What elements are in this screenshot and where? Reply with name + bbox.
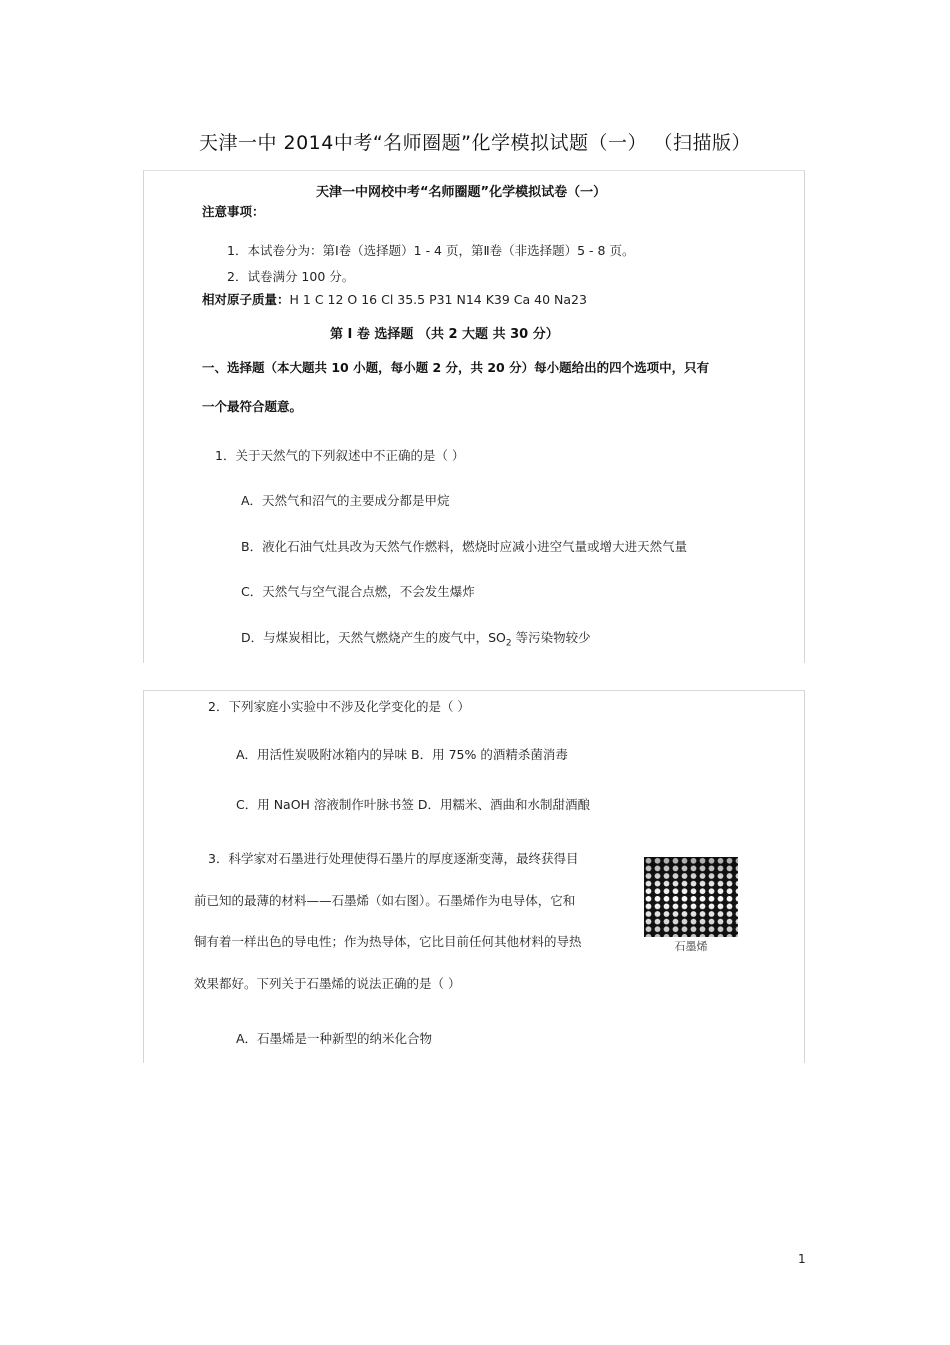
atomic-mass-line xyxy=(202,290,587,308)
section-title: 第 Ⅰ 卷 选择题 （共 2 大题 共 30 分） xyxy=(330,327,559,342)
question-1-stem: 1．关于天然气的下列叙述中不正确的是（ ） xyxy=(215,448,465,463)
scanned-page-part-1 xyxy=(143,170,805,663)
option-d-text-end: 等污染物较少 xyxy=(511,630,591,645)
question-3-line-2: 前已知的最薄的材料——石墨烯（如右图）。石墨烯作为电导体，它和 xyxy=(194,893,576,908)
notice-label: 注意事项： xyxy=(202,204,265,219)
document-title: 天津一中 2014中考“名师圈题”化学模拟试题（一） （扫描版） xyxy=(198,132,752,154)
part1-instructions-line1: 一、选择题（本大题共 10 小题，每小题 2 分，共 20 分）每小题给出的四个选项中，只有 xyxy=(202,360,710,375)
notice-item-1: 1．本试卷分为：第Ⅰ卷（选择题）1 - 4 页，第Ⅱ卷（非选择题）5 - 8 页。 xyxy=(227,243,635,258)
question-1-option-c: C．天然气与空气混合点燃，不会发生爆炸 xyxy=(241,584,475,599)
part1-instructions-line2: 一个最符合题意。 xyxy=(202,399,303,414)
question-1-option-b: B．液化石油气灶具改为天然气作燃料，燃烧时应减小进空气量或增大进天然气量 xyxy=(241,539,688,554)
question-3-line-4: 效果都好。下列关于石墨烯的说法正确的是（ ） xyxy=(194,976,461,991)
scanned-page-part-2 xyxy=(143,690,805,1063)
question-3-line-3: 铜有着一样出色的导电性；作为热导体，它比目前任何其他材料的导热 xyxy=(194,934,582,949)
graphene-figure xyxy=(644,857,738,937)
option-d-text: D．与煤炭相比，天然气燃烧产生的废气中，SO xyxy=(241,630,506,645)
question-1-option-d xyxy=(241,628,591,649)
question-3-option-a: A．石墨烯是一种新型的纳米化合物 xyxy=(236,1031,433,1046)
exam-heading: 天津一中网校中考“名师圈题”化学模拟试卷（一） xyxy=(316,185,607,200)
question-1-option-a: A．天然气和沼气的主要成分都是甲烷 xyxy=(241,493,450,508)
question-2-options-ab: A．用活性炭吸附冰箱内的异味 B．用 75% 的酒精杀菌消毒 xyxy=(236,747,568,762)
page-number: 1 xyxy=(798,1252,806,1266)
notice-item-2: 2．试卷满分 100 分。 xyxy=(227,269,355,284)
question-2-options-cd: C．用 NaOH 溶液制作叶脉书签 D．用糯米、酒曲和水制甜酒酿 xyxy=(236,797,591,812)
figure-caption: 石墨烯 xyxy=(674,940,708,953)
question-2-stem: 2．下列家庭小实验中不涉及化学变化的是（ ） xyxy=(208,699,470,714)
atomic-mass-values: H 1 C 12 O 16 Cl 35.5 P31 N14 K39 Ca 40 Na23 xyxy=(289,292,587,307)
question-3-line-1: 3．科学家对石墨进行处理使得石墨片的厚度逐渐变薄，最终获得目 xyxy=(208,851,579,866)
so2-subscript: 2 xyxy=(505,638,512,649)
atomic-mass-label: 相对原子质量： xyxy=(202,292,290,307)
